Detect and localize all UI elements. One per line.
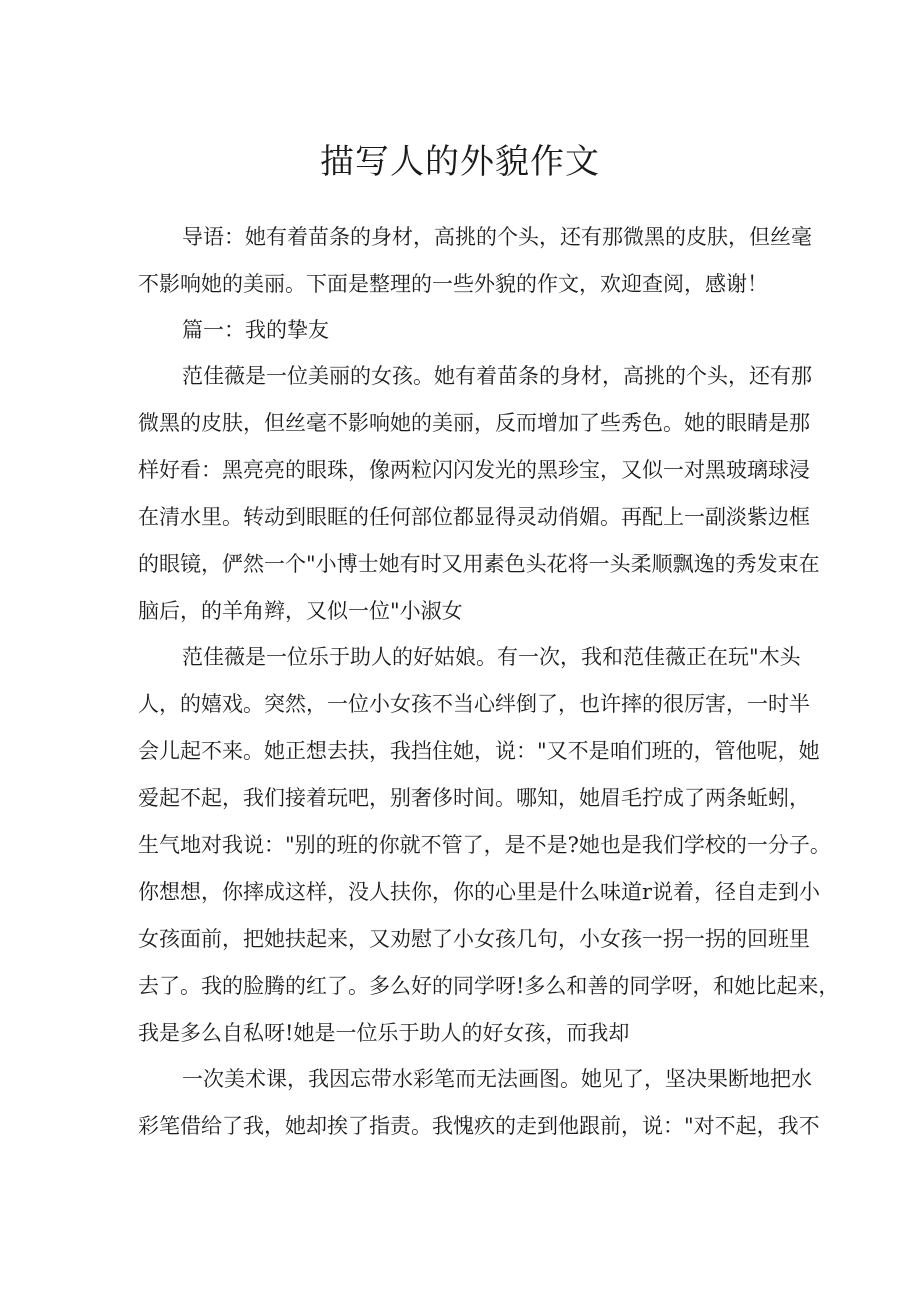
text-line: 人，的嬉戏。突然，一位小女孩不当心绊倒了，也许摔的很厉害，一时半	[138, 692, 810, 716]
document-title: 描写人的外貌作文	[320, 142, 600, 182]
text-line: 在清水里。转动到眼眶的任何部位都显得灵动俏媚。再配上一副淡紫边框	[138, 505, 810, 529]
document-body	[138, 214, 840, 1149]
text-line: 样好看：黑亮亮的眼珠，像两粒闪闪发光的黑珍宝，又似一对黑玻璃球浸	[138, 458, 810, 482]
text-line: 女孩面前，把她扶起来，又劝慰了小女孩几句，小女孩一拐一拐的回班里	[138, 927, 810, 951]
paragraph-section-heading	[138, 307, 790, 354]
paragraph-art-class	[138, 1056, 820, 1150]
text-line: 会儿起不来。她正想去扶，我挡住她，说："又不是咱们班的，管他呢，她	[138, 739, 820, 763]
text-line: 我是多么自私呀!她是一位乐于助人的好女孩，而我却	[138, 1021, 630, 1045]
text-line: 一次美术课，我因忘带水彩笔而无法画图。她见了，坚决果断地把水	[182, 1067, 812, 1091]
text-line: 不影响她的美丽。下面是整理的一些外貌的作文，欢迎查阅，感谢！	[138, 272, 768, 296]
text-line: 脑后，的羊角辫，又似一位"小淑女	[138, 599, 463, 623]
paragraph-appearance	[138, 353, 820, 635]
text-line: 去了。我的脸腾的红了。多么好的同学呀!多么和善的同学呀，和她比起来，	[138, 974, 840, 998]
text-line: 导语：她有着苗条的身材，高挑的个头，还有那微黑的皮肤，但丝毫	[182, 225, 812, 249]
paragraph-intro	[138, 214, 812, 308]
text-line: 彩笔借给了我，她却挨了指责。我愧疚的走到他跟前，说："对不起，我不	[138, 1114, 820, 1138]
text-line: 范佳薇是一位乐于助人的好姑娘。有一次，我和范佳薇正在玩"木头	[182, 645, 801, 669]
section-heading: 篇一：我的挚友	[182, 318, 329, 342]
text-line: 微黑的皮肤，但丝毫不影响她的美丽，反而增加了些秀色。她的眼睛是那	[138, 411, 810, 435]
text-line: 你想想，你摔成这样，没人扶你，你的心里是什么味道r说着，径自走到小	[138, 880, 821, 904]
paragraph-helpful	[138, 634, 840, 1057]
text-line: 的眼镜，俨然一个"小博士她有时又用素色头花将一头柔顺飘逸的秀发束在	[138, 552, 820, 576]
text-line: 生气地对我说："别的班的你就不管了，是不是?她也是我们学校的一分子。	[138, 833, 831, 857]
text-line: 爱起不起，我们接着玩吧，别奢侈时间。哪知，她眉毛拧成了两条蚯蚓，	[138, 786, 810, 810]
text-line: 范佳薇是一位美丽的女孩。她有着苗条的身材，高挑的个头，还有那	[182, 364, 812, 388]
